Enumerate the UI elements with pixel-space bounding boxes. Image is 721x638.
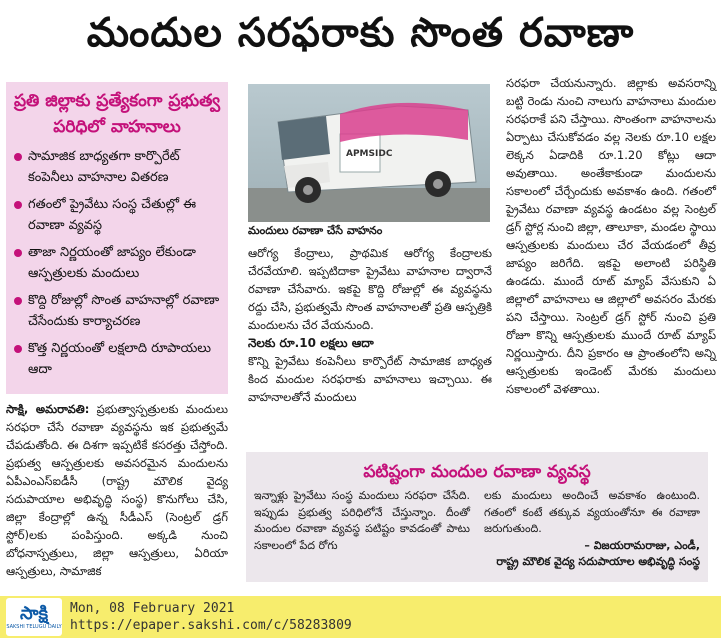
quote-col-2-text: లకు మందులు అందించే అవకాశం ఉంటుంది. గతంలో కంటే తక్కువ వ్యయంతోనూ ఈ రవాణా జరుగుతుంది. — [484, 489, 700, 535]
bullet-text: కొత్త నిర్ణయంతో లక్షలాది రూపాయలు ఆదా — [28, 341, 211, 377]
signature-org: రాష్ట్ర మౌలిక వైద్య సదుపాయాల అభివృద్ధి సంస్థ — [496, 555, 700, 568]
van-photo — [248, 84, 490, 222]
quote-box-columns — [254, 488, 700, 571]
bullet-text: గతంలో ప్రైవేటు సంస్థ చేతుల్లో ఈ రవాణా వ్యవస్థ — [28, 197, 197, 233]
left-column-body — [6, 400, 228, 580]
bullet-text: సామాజిక బాధ్యతగా కార్పొరేట్ కంపెనీలు వాహనాల వితరణ — [28, 149, 180, 185]
bullet-dot-icon — [14, 153, 22, 161]
bullet-item — [12, 146, 222, 188]
bullet-item — [12, 338, 222, 380]
logo-wordmark: సాక్షి — [20, 602, 48, 624]
highlight-bullets — [12, 146, 222, 380]
sakshi-logo[interactable] — [6, 598, 62, 636]
quote-box — [246, 452, 708, 582]
footer-url[interactable]: https://epaper.sakshi.com/c/58283809 — [70, 618, 352, 633]
right-column-body: సరఫరా చేయనున్నారు. జిల్లాకు అవసరాన్ని బట్టి రెండు నుంచి నాలుగు వాహనాలు మందుల సరఫరాకే పని చేస్తాయి. సొంతంగా వాహనాలను ఏర్పాటు చేసుకోవడం వల్ల నెలకు రూ.10 లక్షల లెక్కన ఏడాదికి రూ.1.20 కోట్లు ఆదా అవుతాయి. అంతేకాకుండా మందులను సకాలంలో చేర్చేందుకు అవకాశం ఉంది. గతంలో ప్రైవేటు రవాణా వ్యవస్థ ఉండటం వల్ల సెంట్రల్ డ్రగ్ స్టోర్ల నుంచి జిల్లా, తాలూకా, మండల స్థాయి ఆస్పత్రులకు మందులు చేర వేయడంలో తీవ్ర జాప్యం జరిగేది. ఇకపై అలాంటి పరిస్థితి ఉండదు. ముందే రూట్ మ్యాప్ వేసుకుని ఏ జిల్లాలో వాహనాలు ఆ జిల్లాలో అవసరం మేరకు పని చేస్తాయి. సెంట్రల్ డ్రగ్ స్టోర్ నుంచి ప్రతి రోజూ కొన్ని ఆస్పత్రులకు ముందే రూట్ మ్యాప్ నిర్ణయిస్తారు. దీని ప్రకారం ఆ ప్రాంతంలోని అన్ని ఆస్పత్రులకు ఇండెంట్ మేరకు మందులు సకాలంలో వెళతాయి. — [506, 76, 716, 396]
bullet-dot-icon — [14, 201, 22, 209]
highlight-title: ప్రతి జిల్లాకు ప్రత్యేకంగా ప్రభుత్వ పరిధిలో వాహనాలు — [13, 91, 221, 137]
footer-date: Mon, 08 February 2021 — [70, 601, 235, 616]
photo-caption: మందులు రవాణా చేసే వాహనం — [248, 224, 383, 237]
mid-para-1: ఆరోగ్య కేంద్రాలు, ప్రాథమిక ఆరోగ్య కేంద్రాలకు చేరవేయాలి. ఇప్పటిదాకా ప్రైవేటు వాహనాల ద్వారానే రవాణా చేసేవారు. ఇకపై కొద్ది రోజుల్లో ఈ వ్యవస్థను రద్దు చేసి, ప్రభుత్వమే సొంత వాహనాలతో ప్రతి ఆస్పత్రికి మందులను చేర వేయనుంది. — [248, 246, 492, 332]
bullet-text: కొద్ది రోజుల్లో సొంత వాహనాల్లో రవాణా చేసేందుకు కార్యాచరణ — [28, 293, 220, 329]
bullet-item — [12, 290, 222, 332]
bullet-dot-icon — [14, 297, 22, 305]
quote-col-1: ఇన్నాళ్లు ప్రైవేటు సంస్థ మందులు సరఫరా చేసేది. ఇప్పుడు ప్రభుత్వ పరిధిలోనే చేస్తున్నాం. దీంతో మందుల రవాణా వ్యవస్థ పటిష్టం కావడంతో పాటు సకాలంలో పేద రోగు — [254, 489, 470, 552]
bullet-text: తాజా నిర్ణయంతో జాప్యం లేకుండా ఆస్పత్రులకు మందులు — [28, 245, 196, 281]
signature-name: – విజయరామరాజు, ఎండీ, — [584, 538, 700, 552]
logo-subtitle: SAKSHI TELUGU DAILY — [6, 623, 62, 630]
middle-column-body — [248, 244, 492, 406]
footer-bar — [0, 596, 721, 638]
mid-subheading: నెలకు రూ.10 లక్షలు ఆదా — [248, 336, 374, 350]
highlight-box — [6, 82, 228, 394]
mid-para-2: కొన్ని ప్రైవేటు కంపెనీలు కార్పొరేట్ సామాజిక బాధ్యత కింద మందుల సరఫరాకు వాహనాలు ఇచ్చాయి. ఈ వాహనాలతోనే మందులు — [248, 354, 492, 404]
bullet-dot-icon — [14, 249, 22, 257]
quote-col-2 — [484, 488, 700, 571]
bullet-item — [12, 194, 222, 236]
quote-box-title: పటిష్టంగా మందుల రవాణా వ్యవస్థ — [363, 462, 591, 482]
headline: మందుల సరఫరాకు సొంత రవాణా — [86, 10, 635, 56]
van-illustration — [248, 84, 490, 222]
bullet-dot-icon — [14, 345, 22, 353]
bullet-item — [12, 242, 222, 284]
van-label: APMSIDC — [346, 149, 393, 159]
footer-info — [70, 600, 352, 634]
left-body-text: ప్రభుత్వాస్పత్రులకు మందులు సరఫరా చేసే రవాణా వ్యవస్థను ఇక ప్రభుత్వమే చేపడుతోంది. ఈ దిశగా ఇప్పటికే కసరత్తు చేస్తోంది. ప్రభుత్వ ఆస్పత్రులకు అవసరమైన మందులను ఏపీఎంఎస్ఐడీసీ (రాష్ట్ర మౌలిక వైద్య సదుపాయాల అభివృద్ధి సంస్థ) కొనుగోలు చేసి, జిల్లా కేంద్రాల్లో ఉన్న సీడీఎస్ (సెంట్రల్ డ్రగ్ స్టోర్)లకు పంపిస్తుంది. అక్కడి నుంచి బోధనాస్పత్రులు, జిల్లా ఆస్పత్రులు, ఏరియా ఆస్పత్రులు, సామాజిక — [6, 402, 229, 578]
dateline: సాక్షి, అమరావతి: — [6, 402, 90, 416]
